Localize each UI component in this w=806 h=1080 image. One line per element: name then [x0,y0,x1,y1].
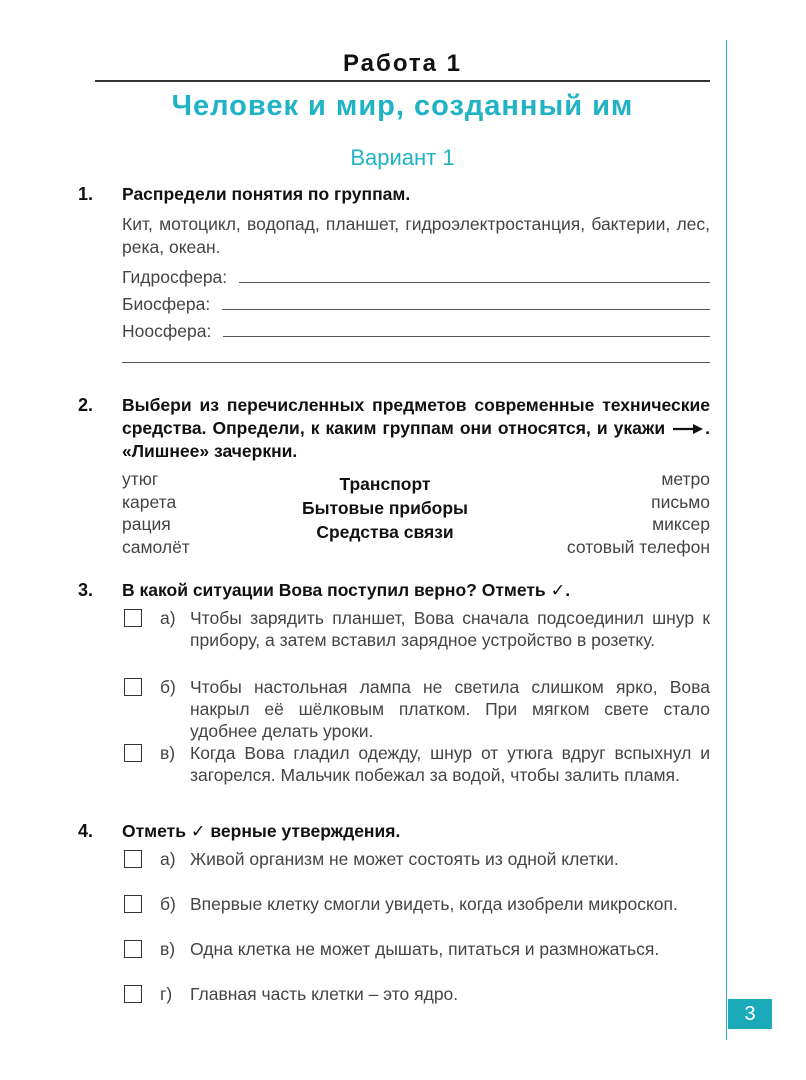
checkbox[interactable] [124,678,142,696]
checkbox[interactable] [124,940,142,958]
page-number: 3 [728,999,772,1029]
q3-option-a [124,607,710,651]
option-letter: в) [160,743,176,763]
option-text: Когда Вова гладил одежду, шнур от утюга вдруг вспыхнул и загорелся. Мальчик побежал за водой, чтобы залить пламя. [190,743,710,785]
group-label: Транспорт [339,474,431,494]
q3-option-b [124,676,710,742]
q4-option-d [124,983,710,1005]
list-item[interactable]: сотовый телефон [566,536,710,557]
list-item[interactable]: письмо [651,491,710,512]
option-letter: б) [160,894,176,914]
q4-number: 4. [78,821,94,841]
checkbox[interactable] [124,609,142,627]
checkmark-icon: ✓. [550,580,571,600]
answer-line[interactable] [222,309,710,310]
q2-number: 2. [78,395,94,415]
title-divider [95,80,710,82]
option-text: Чтобы настольная лампа не светила слишком ярко, Вова накрыл её шёлковым платком. При мягком свете стало удобнее делать уроки. [190,677,710,741]
checkbox[interactable] [124,744,142,762]
checkmark-icon: ✓ [190,821,206,841]
q2-groups [260,472,510,544]
q4-text [122,820,710,843]
option-letter: а) [160,849,176,869]
list-item[interactable]: рация [122,514,171,534]
option-text: Главная часть клетки – это ядро. [190,984,459,1004]
q4-text-after: верные утверждения. [210,821,401,841]
q3-text [122,579,710,602]
field-label: Ноосфера: [122,321,212,341]
option-letter: б) [160,677,176,697]
work-title: Работа 1 [342,50,463,77]
field-label: Гидросфера: [122,267,228,287]
option-text: Живой организм не может состоять из одной клетки. [190,849,619,869]
checkbox[interactable] [124,895,142,913]
answer-row-biosphere[interactable] [122,291,710,315]
list-item[interactable]: карета [122,491,177,512]
option-text: Впервые клетку смогли увидеть, когда изобрели микроскоп. [190,894,678,914]
q4-option-a [124,848,710,870]
answer-line[interactable] [223,336,710,337]
field-label: Биосфера: [122,294,211,314]
checkbox[interactable] [124,850,142,868]
q3-text-main: В какой ситуации Вова поступил верно? Отметь [122,580,546,600]
option-text: Чтобы зарядить планшет, Вова сначала подсоединил шнур к прибору, а затем вставил зарядное устройство в розетку. [190,608,710,650]
checkbox[interactable] [124,985,142,1003]
answer-row-noosphere[interactable] [122,318,710,342]
margin-rule [726,40,727,1040]
q2-text-part2: . «Лишнее» зачеркни. [122,418,710,461]
q2-items-left [122,468,190,558]
arrow-icon [671,422,705,436]
answer-line[interactable] [239,282,710,283]
answer-row-hydrosphere[interactable] [122,264,710,288]
q1-word-list: Кит, мотоцикл, водопад, планшет, гидроэлектростанция, бактерии, лес, река, океан. [122,214,710,257]
q2-text [122,394,710,463]
variant-label: Вариант 1 [350,145,455,170]
q3-option-c [124,742,710,786]
option-text: Одна клетка не может дышать, питаться и размножаться. [190,939,660,959]
q4-text-before: Отметь [122,821,186,841]
list-item[interactable]: миксер [652,514,710,534]
q2-text-part1: Выбери из перечисленных предметов современные технические средства. Определи, к каким группам они относятся, и укажи [122,395,710,438]
list-item[interactable]: утюг [122,469,159,489]
topic-title: Человек и мир, созданный им [171,90,634,122]
option-letter: а) [160,608,176,628]
option-letter: в) [160,939,176,959]
list-item[interactable]: метро [661,469,710,489]
group-label: Средства связи [316,522,454,542]
q4-option-c [124,938,710,960]
q3-number: 3. [78,580,94,600]
q2-items-right [567,468,710,558]
q1-text: Распредели понятия по группам. [122,184,411,204]
group-label: Бытовые приборы [301,498,468,518]
option-letter: г) [160,984,173,1004]
list-item[interactable]: самолёт [122,536,190,557]
extra-answer-line[interactable] [122,362,710,363]
q1-number: 1. [78,184,94,204]
q4-option-b [124,893,710,915]
